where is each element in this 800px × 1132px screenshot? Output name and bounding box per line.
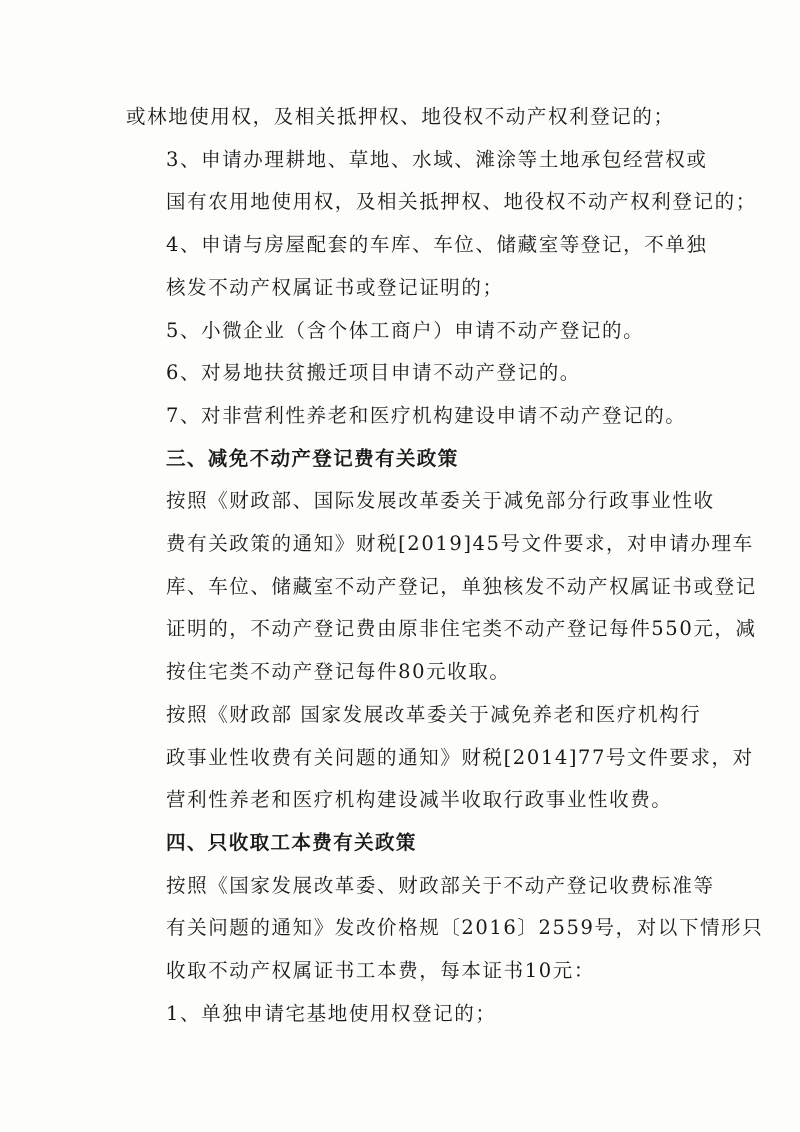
paragraph (126, 224, 708, 309)
text-line: 或林地使用权，及相关抵押权、地役权不动产权利登记的； (126, 105, 675, 128)
text-line: 按照《国家发展改革委、财政部关于不动产登记收费标准等 (166, 873, 715, 897)
text-line: 1、单独申请宅基地使用权登记的； (166, 1001, 497, 1025)
text-line: 有关问题的通知》发改价格规〔2016〕2559号，对以下情形只 (166, 916, 764, 940)
text-line: 营利性养老和医疗机构建设减半收取行政事业性收费。 (166, 788, 673, 812)
text-line: 按照《财政部 国家发展改革委关于减免养老和医疗机构行 (166, 702, 702, 726)
text-line: 政事业性收费有关问题的通知》财税[2014]77号文件要求，对 (166, 745, 754, 769)
paragraph (126, 395, 700, 438)
paragraph (126, 865, 764, 993)
paragraph (126, 96, 700, 139)
text-line: 3、申请办理耕地、草地、水域、滩涂等土地承包经营权或 (166, 147, 708, 171)
text-line: 按照《财政部、国际发展改革委关于减免部分行政事业性收 (166, 489, 715, 513)
paragraph (126, 480, 757, 694)
text-line: 库、车位、储藏室不动产登记，单独核发不动产权属证书或登记 (166, 574, 757, 598)
paragraph (126, 310, 700, 353)
paragraph (126, 352, 700, 395)
text-line: 按住宅类不动产登记每件80元收取。 (166, 660, 511, 684)
text-line: 4、申请与房屋配套的车库、车位、储藏室等登记，不单独 (166, 233, 708, 257)
paragraph (126, 993, 700, 1036)
paragraph (126, 139, 757, 224)
text-line: 三、减免不动产登记费有关政策 (166, 446, 459, 470)
text-line: 7、对非营利性养老和医疗机构建设申请不动产登记的。 (166, 403, 687, 427)
text-line: 收取不动产权属证书工本费，每本证书10元： (166, 959, 595, 983)
text-line: 核发不动产权属证书或登记证明的； (166, 275, 504, 299)
document-body (126, 96, 764, 1035)
paragraph (126, 694, 754, 822)
section-heading (126, 438, 700, 481)
text-line: 证明的，不动产登记费由原非住宅类不动产登记每件550元，减 (166, 617, 757, 641)
text-line: 国有农用地使用权，及相关抵押权、地役权不动产权利登记的； (166, 190, 757, 214)
text-line: 5、小微企业（含个体工商户）申请不动产登记的。 (166, 318, 645, 342)
section-heading (126, 822, 700, 865)
text-line: 费有关政策的通知》财税[2019]45号文件要求，对申请办理车 (166, 532, 754, 556)
text-line: 四、只收取工本费有关政策 (166, 830, 417, 854)
text-line: 6、对易地扶贫搬迁项目申请不动产登记的。 (166, 361, 581, 385)
